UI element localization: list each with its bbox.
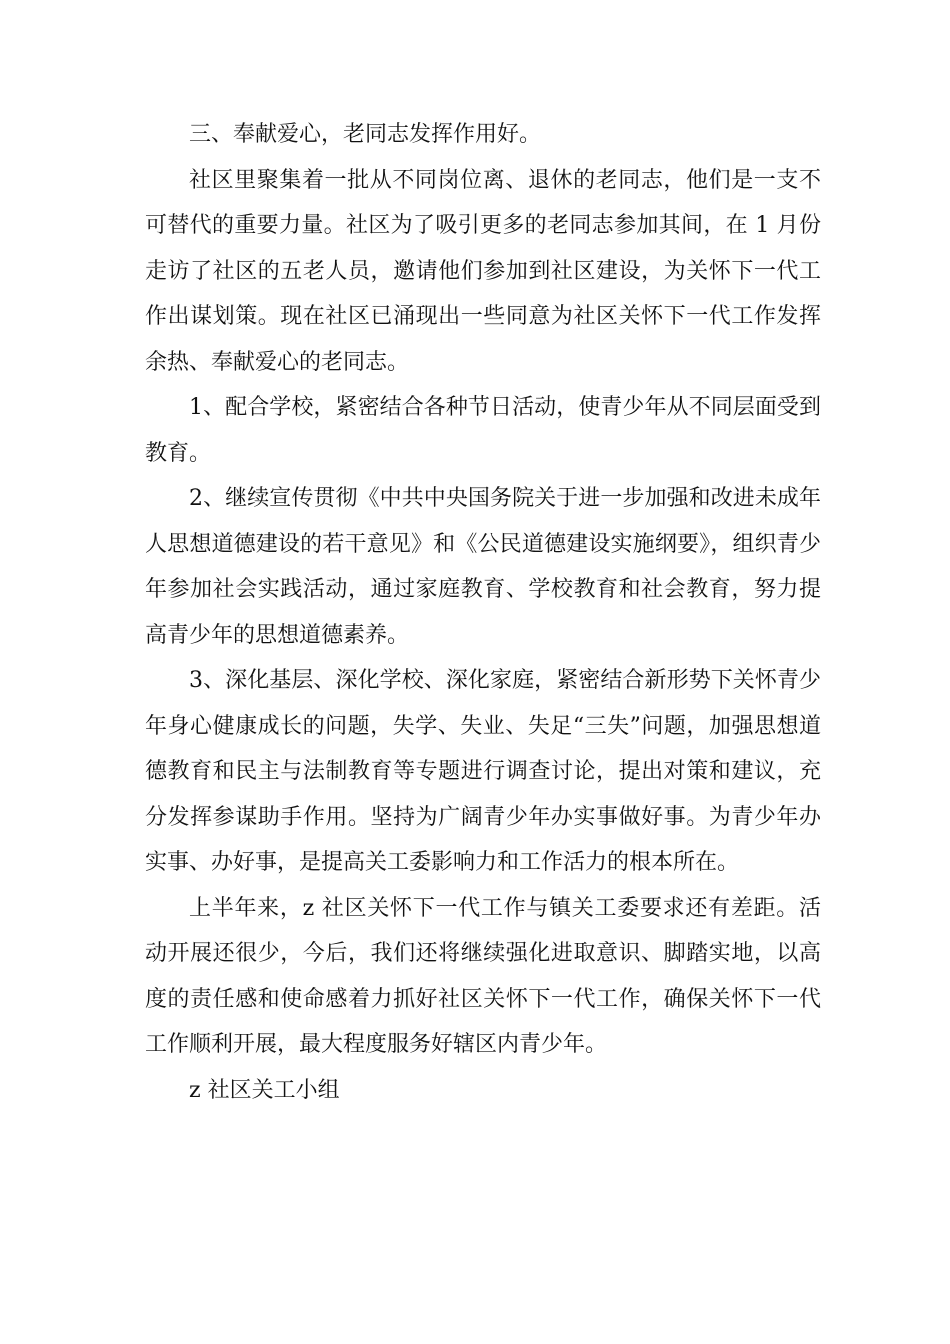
- paragraph-item-1: 1、配合学校，紧密结合各种节日活动，使青少年从不同层面受到教育。: [145, 395, 821, 466]
- paragraph-summary: 上半年来，z 社区关怀下一代工作与镇关工委要求还有差距。活动开展还很少，今后，我们还将继续强化进取意识、脚踏实地，以高度的责任感和使命感着力抓好社区关怀下一代工作，确保关怀下一代工作顺利开展，最大程度服务好辖区内青少年。: [145, 895, 821, 1057]
- section-heading: 三、奉献爱心，老同志发挥作用好。: [189, 122, 542, 147]
- paragraph-intro: 社区里聚集着一批从不同岗位离、退休的老同志，他们是一支不可替代的重要力量。社区为了吸引更多的老同志参加其间，在 1 月份走访了社区的五老人员，邀请他们参加到社区建设，为关怀下一代工作出谋划策。现在社区已涌现出一些同意为社区关怀下一代工作发挥余热、奉献爱心的老同志。: [145, 167, 821, 375]
- paragraph-item-3: 3、深化基层、深化学校、深化家庭，紧密结合新形势下关怀青少年身心健康成长的问题，失学、失业、失足“三失”问题，加强思想道德教育和民主与法制教育等专题进行调查讨论，提出对策和建议，充分发挥参谋助手作用。坚持为广阔青少年办实事做好事。为青少年办实事、办好事，是提高关工委影响力和工作活力的根本所在。: [145, 668, 821, 875]
- document-page: [145, 112, 821, 1113]
- signature: z 社区关工小组: [189, 1077, 340, 1103]
- paragraph-item-2: 2、继续宣传贯彻《中共中央国务院关于进一步加强和改进未成年人思想道德建设的若干意见》和《公民道德建设实施纲要》，组织青少年参加社会实践活动，通过家庭教育、学校教育和社会教育，努力提高青少年的思想道德素养。: [145, 486, 821, 648]
